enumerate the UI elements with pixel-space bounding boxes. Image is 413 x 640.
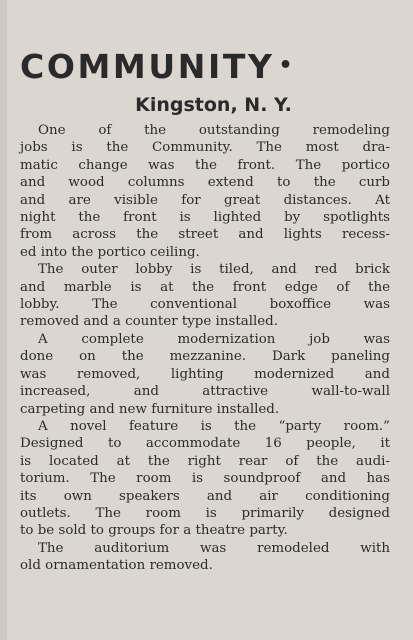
paragraph-line: The outer lobby is tiled, and red brick (38, 262, 390, 278)
paragraph-line: A complete modernization job was (38, 331, 390, 347)
section-heading (20, 47, 296, 86)
heading-bullet: • (278, 53, 296, 78)
article-paragraph (20, 540, 390, 575)
article-paragraph (20, 122, 390, 261)
paragraph-line: outlets. The room is primarily designed (20, 505, 390, 521)
paragraph-line: ed into the portico ceiling. (20, 244, 200, 260)
paragraph-line: old ornamentation removed. (20, 558, 213, 574)
paragraph-line: increased, and attractive wall-to-wall (20, 384, 390, 400)
paragraph-line: was removed, lighting modernized and (20, 366, 390, 382)
location-subheading: Kingston, N. Y. (135, 94, 292, 116)
paragraph-line: night the front is lighted by spotlights (20, 210, 390, 226)
article-paragraph (20, 331, 390, 418)
paragraph-line: Designed to accommodate 16 people, it (20, 436, 390, 452)
heading-title: COMMUNITY (20, 47, 275, 86)
paragraph-line: matic change was the front. The portico (20, 157, 390, 173)
paragraph-line: One of the outstanding remodeling (38, 123, 390, 138)
paragraph-line: done on the mezzanine. Dark paneling (20, 349, 390, 365)
paragraph-line: torium. The room is soundproof and has (20, 471, 390, 487)
paragraph-line: from across the street and lights recess- (20, 227, 390, 243)
paragraph-line: removed and a counter type installed. (20, 314, 279, 330)
paragraph-line: jobs is the Community. The most dra- (20, 140, 390, 156)
paragraph-line: its own speakers and air conditioning (20, 488, 390, 504)
article-paragraph (20, 418, 390, 540)
paragraph-line: and marble is at the front edge of the (20, 279, 390, 295)
paragraph-line: and are visible for great distances. At (20, 192, 390, 208)
paragraph-line: The auditorium was remodeled with (38, 540, 390, 556)
paragraph-line: and wood columns extend to the curb (20, 175, 390, 191)
paragraph-line: is located at the right rear of the audi- (20, 453, 390, 469)
paragraph-line: carpeting and new furniture installed. (20, 401, 280, 417)
paragraph-line: A novel feature is the “party room.” (38, 418, 390, 434)
paragraph-line: lobby. The conventional boxoffice was (20, 297, 390, 313)
article-body (20, 122, 390, 575)
paragraph-line: to be sold to groups for a theatre party. (20, 523, 288, 539)
article-paragraph (20, 261, 390, 331)
